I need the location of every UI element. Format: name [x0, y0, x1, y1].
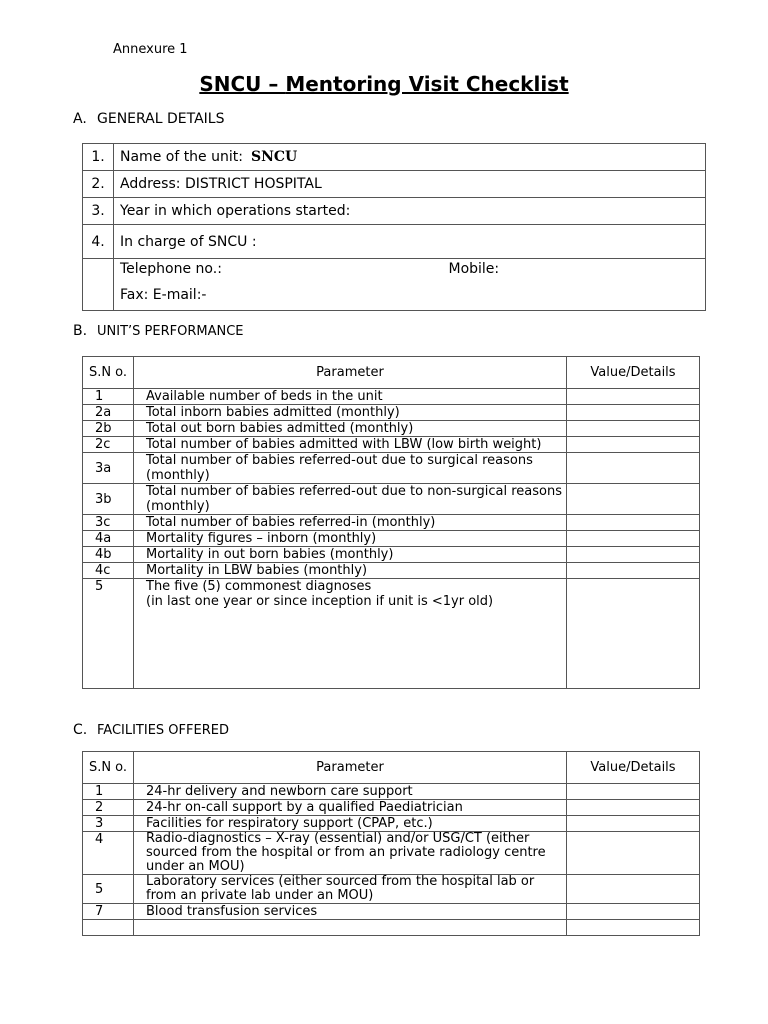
parameter-cell: Total out born babies admitted (monthly)	[134, 421, 567, 437]
sno-cell: 2c	[83, 437, 134, 453]
parameter-line-1: The five (5) commonest diagnoses	[146, 579, 372, 594]
parameter-line-2: (in last one year or since inception if unit is <1yr old)	[146, 594, 494, 609]
year-started-label: Year in which operations started:	[120, 203, 351, 219]
sno-cell: 4a	[83, 531, 134, 547]
row-number: 2.	[83, 171, 114, 198]
table-row	[83, 405, 700, 421]
facilities-table	[82, 751, 700, 936]
title-part-1: SNCU –	[199, 72, 286, 96]
general-row-4	[83, 225, 706, 259]
sno-cell: 3	[83, 816, 134, 832]
value-cell[interactable]	[567, 800, 700, 816]
unit-performance-table	[82, 356, 700, 689]
table-row	[83, 437, 700, 453]
table-row	[83, 784, 700, 800]
incharge-label: In charge of SNCU :	[120, 233, 257, 250]
value-cell[interactable]	[567, 784, 700, 800]
value-cell[interactable]	[567, 547, 700, 563]
general-row-3	[83, 198, 706, 225]
sno-cell: 3b	[83, 484, 134, 515]
sno-cell: 4c	[83, 563, 134, 579]
section-c-title: FACILITIES OFFERED	[97, 723, 229, 738]
sno-cell: 3c	[83, 515, 134, 531]
value-cell[interactable]	[567, 875, 700, 904]
section-c-heading	[73, 722, 229, 738]
unit-name-cell[interactable]	[114, 144, 706, 171]
value-cell[interactable]	[567, 579, 700, 689]
table-row-empty	[83, 920, 700, 936]
parameter-cell	[134, 920, 567, 936]
parameter-cell: Laboratory services (either sourced from the hospital lab or from an private lab under an MOU)	[134, 875, 567, 904]
general-row-1	[83, 144, 706, 171]
sno-cell: 1	[83, 784, 134, 800]
mobile-label: Mobile:	[448, 261, 500, 277]
row-number: 3.	[83, 198, 114, 225]
sno-cell: 3a	[83, 453, 134, 484]
value-cell[interactable]	[567, 405, 700, 421]
section-a-title: GENERAL DETAILS	[97, 111, 225, 127]
sno-cell: 1	[83, 389, 134, 405]
sno-cell	[83, 920, 134, 936]
value-cell[interactable]	[567, 453, 700, 484]
section-b-title: UNIT’S PERFORMANCE	[97, 324, 244, 339]
address-value: DISTRICT HOSPITAL	[184, 176, 322, 192]
value-cell[interactable]	[567, 563, 700, 579]
sno-cell: 4	[83, 832, 134, 875]
value-cell[interactable]	[567, 389, 700, 405]
fax-email-label: Fax: E-mail:-	[120, 287, 207, 303]
annexure-label: Annexure 1	[113, 42, 188, 57]
sno-cell: 5	[83, 579, 134, 689]
title-part-2: Mentoring Visit Checklist	[285, 72, 569, 96]
value-cell[interactable]	[567, 484, 700, 515]
value-cell[interactable]	[567, 816, 700, 832]
unit-name-label: Name of the unit:	[120, 149, 243, 165]
value-cell[interactable]	[567, 531, 700, 547]
table-row	[83, 389, 700, 405]
column-header-value: Value/Details	[567, 357, 700, 389]
value-cell[interactable]	[567, 920, 700, 936]
parameter-cell: Blood transfusion services	[134, 904, 567, 920]
table-row	[83, 579, 700, 689]
general-row-contact	[83, 259, 706, 311]
value-cell[interactable]	[567, 904, 700, 920]
sno-cell: 2	[83, 800, 134, 816]
page-title	[0, 72, 768, 96]
year-started-cell[interactable]	[114, 198, 706, 225]
table-row	[83, 484, 700, 515]
table-row	[83, 875, 700, 904]
table-row	[83, 515, 700, 531]
telephone-line	[120, 261, 699, 277]
sno-cell: 5	[83, 875, 134, 904]
general-details-table	[82, 143, 706, 311]
general-row-2	[83, 171, 706, 198]
parameter-cell	[134, 579, 567, 689]
section-c-letter: C.	[73, 722, 88, 738]
telephone-label: Telephone no.:	[120, 261, 222, 277]
table-row	[83, 531, 700, 547]
table-row	[83, 421, 700, 437]
column-header-value: Value/Details	[567, 752, 700, 784]
row-number-empty	[83, 259, 114, 311]
parameter-cell: Total number of babies referred-out due to non-surgical reasons (monthly)	[134, 484, 567, 515]
parameter-cell: Total inborn babies admitted (monthly)	[134, 405, 567, 421]
value-cell[interactable]	[567, 421, 700, 437]
sno-cell: 2a	[83, 405, 134, 421]
table-row	[83, 547, 700, 563]
parameter-cell: Mortality in LBW babies (monthly)	[134, 563, 567, 579]
value-cell[interactable]	[567, 832, 700, 875]
column-header-sno: S.N o.	[83, 357, 134, 389]
table-row	[83, 816, 700, 832]
column-header-parameter: Parameter	[134, 752, 567, 784]
section-a-letter: A.	[73, 111, 87, 127]
sno-cell: 2b	[83, 421, 134, 437]
table-row	[83, 453, 700, 484]
table-row	[83, 800, 700, 816]
parameter-cell: 24-hr delivery and newborn care support	[134, 784, 567, 800]
table-row	[83, 904, 700, 920]
parameter-cell: Mortality figures – inborn (monthly)	[134, 531, 567, 547]
parameter-cell: Total number of babies admitted with LBW (low birth weight)	[134, 437, 567, 453]
table-row	[83, 563, 700, 579]
section-a-heading	[73, 111, 224, 127]
section-b-letter: B.	[73, 323, 88, 339]
table-row	[83, 832, 700, 875]
header-row	[83, 357, 700, 389]
value-cell[interactable]	[567, 437, 700, 453]
column-header-parameter: Parameter	[134, 357, 567, 389]
column-header-sno: S.N o.	[83, 752, 134, 784]
parameter-cell: Total number of babies referred-in (monthly)	[134, 515, 567, 531]
address-cell[interactable]	[114, 171, 706, 198]
sno-cell: 7	[83, 904, 134, 920]
incharge-cell[interactable]	[114, 225, 706, 259]
parameter-cell: 24-hr on-call support by a qualified Paediatrician	[134, 800, 567, 816]
unit-name-value: SNCU	[250, 149, 298, 165]
header-row	[83, 752, 700, 784]
contact-cell[interactable]	[114, 259, 706, 311]
parameter-cell: Total number of babies referred-out due to surgical reasons (monthly)	[134, 453, 567, 484]
address-label: Address:	[120, 176, 181, 192]
section-b-heading	[73, 323, 244, 339]
value-cell[interactable]	[567, 515, 700, 531]
row-number: 4.	[83, 225, 114, 259]
parameter-cell: Mortality in out born babies (monthly)	[134, 547, 567, 563]
parameter-cell: Facilities for respiratory support (CPAP, etc.)	[134, 816, 567, 832]
sno-cell: 4b	[83, 547, 134, 563]
parameter-cell: Radio-diagnostics – X-ray (essential) and/or USG/CT (either sourced from the hospital or from an private radiology centre under an MOU)	[134, 832, 567, 875]
row-number: 1.	[83, 144, 114, 171]
parameter-cell: Available number of beds in the unit	[134, 389, 567, 405]
